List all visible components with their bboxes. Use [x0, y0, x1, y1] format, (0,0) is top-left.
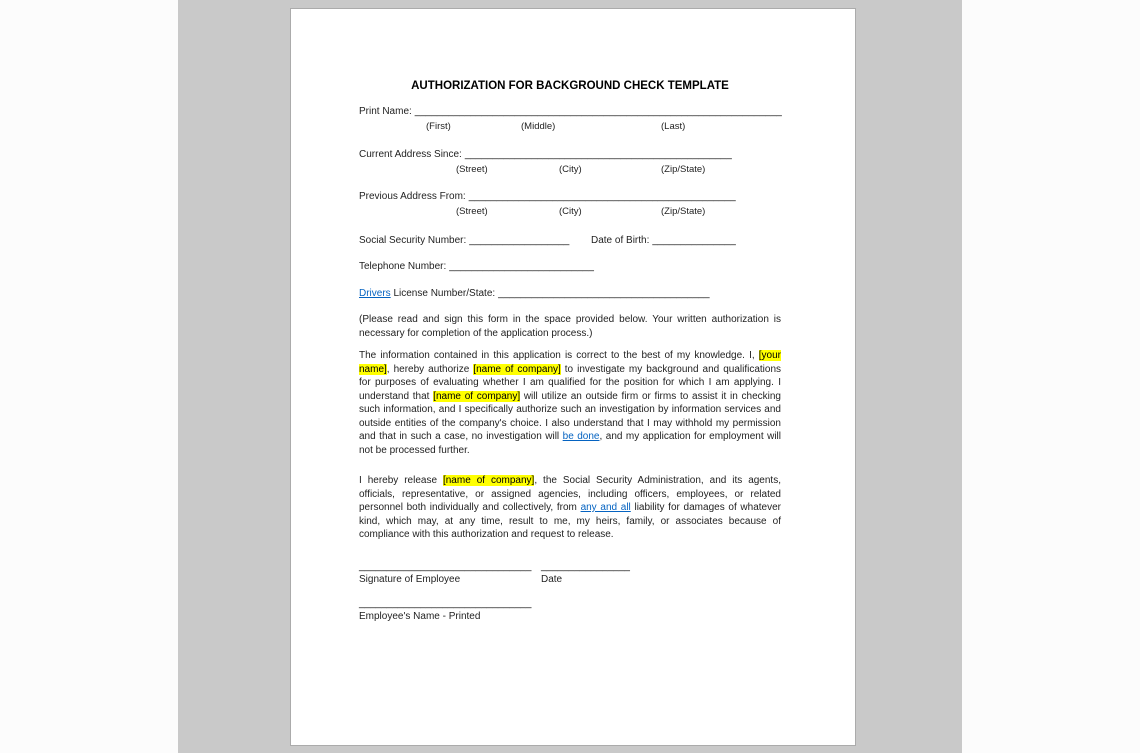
printed-name-label-row — [359, 610, 781, 623]
current-address-sublabels — [359, 163, 781, 176]
sublabel-middle: (Middle) — [521, 121, 556, 132]
sublabel-zipstate: (Zip/State) — [661, 164, 706, 175]
current-address-blank: ________________________________________________ — [464, 149, 732, 160]
date-blank: ________________ — [541, 560, 630, 572]
current-address-label: Current Address Since: — [359, 149, 462, 160]
license-blank: ______________________________________ — [498, 288, 710, 299]
sublabel-last: (Last) — [661, 121, 686, 132]
print-name-sublabels — [359, 120, 781, 133]
printed-name-blank: _______________________________ — [359, 597, 532, 609]
signature-label: Signature of Employee — [359, 573, 461, 585]
highlighted-placeholder: [your name] — [359, 350, 781, 375]
telephone-blank: __________________________ — [449, 261, 594, 272]
paragraph-text: The information contained in this application is correct to the best of my knowledge. I, — [359, 350, 759, 361]
release-paragraph — [359, 474, 781, 542]
printed-name-line-row — [359, 597, 781, 610]
paragraph-text: , and my application for employment will not be processed further. — [359, 431, 781, 456]
sublabel-city: (City) — [559, 206, 582, 217]
dob-group — [591, 234, 736, 247]
ssn-label: Social Security Number: — [359, 235, 467, 246]
dob-label: Date of Birth: — [591, 235, 650, 246]
printed-name-label: Employee's Name - Printed — [359, 610, 481, 622]
paragraph-text: liability for damages of whatever kind, which may, at any time, result to me, my heirs, family, or associates because of compliance with this authorization and request to release. — [359, 502, 782, 540]
current-address-row — [359, 148, 781, 161]
underlined-phrase: be done — [562, 431, 600, 442]
sublabel-street: (Street) — [456, 164, 488, 175]
sublabel-street: (Street) — [456, 206, 488, 217]
previous-address-label: Previous Address From: — [359, 191, 466, 202]
date-label: Date — [541, 573, 563, 585]
sublabel-first: (First) — [426, 121, 451, 132]
paragraph-text: , hereby authorize — [386, 363, 474, 375]
telephone-label: Telephone Number: — [359, 261, 447, 272]
sublabel-zipstate: (Zip/State) — [661, 206, 706, 217]
paragraph-text: , the Social Security Administration, and its agents, officials, representative, or assigned agencies, including officers, employees, or related personnel both individually and collectively, from — [359, 475, 781, 513]
signature-label-row — [359, 573, 781, 586]
highlighted-placeholder: [name of company] — [473, 363, 561, 375]
license-label-rest: License Number/State: — [390, 288, 496, 299]
telephone-row — [359, 260, 781, 273]
document-page — [290, 8, 856, 746]
paragraph-text: I hereby release — [359, 475, 443, 486]
print-name-label: Print Name: — [359, 106, 412, 117]
date-blank-wrap — [541, 560, 630, 573]
ssn-blank: __________________ — [469, 235, 570, 246]
signature-blank: _______________________________ — [359, 560, 532, 572]
ssn-dob-row — [359, 234, 781, 247]
signature-line-row — [359, 560, 781, 573]
sublabel-city: (City) — [559, 164, 582, 175]
paragraph-text: to investigate my background and qualifications for purposes of evaluating whether I am qualified for the position for which I am applying. I understand that — [359, 363, 782, 402]
previous-address-blank: ________________________________________________ — [468, 191, 736, 202]
highlighted-placeholder: [name of company] — [442, 475, 535, 486]
instruction-note: (Please read and sign this form in the space provided below. Your written authorization is necessary for completion of the application process.) — [359, 314, 781, 339]
highlighted-placeholder: [name of company] — [433, 390, 521, 402]
license-label-drivers: Drivers — [359, 288, 391, 299]
underlined-phrase: any and all — [580, 502, 631, 513]
document-title: AUTHORIZATION FOR BACKGROUND CHECK TEMPLATE — [411, 80, 729, 92]
dob-blank: _______________ — [652, 235, 736, 246]
authorization-paragraph — [359, 349, 781, 457]
previous-address-row — [359, 190, 781, 203]
previous-address-sublabels — [359, 205, 781, 218]
print-name-row — [359, 105, 781, 118]
license-row — [359, 287, 781, 300]
print-name-blank: __________________________________________________________________ — [414, 106, 782, 117]
paragraph-text: will utilize an outside firm or firms to assist it in checking such information, and I specifically authorize such an investigation by information services and outside entities of the company's choice. I also understand that I may withhold my permission and that in such a case, no investigation will — [359, 390, 781, 442]
